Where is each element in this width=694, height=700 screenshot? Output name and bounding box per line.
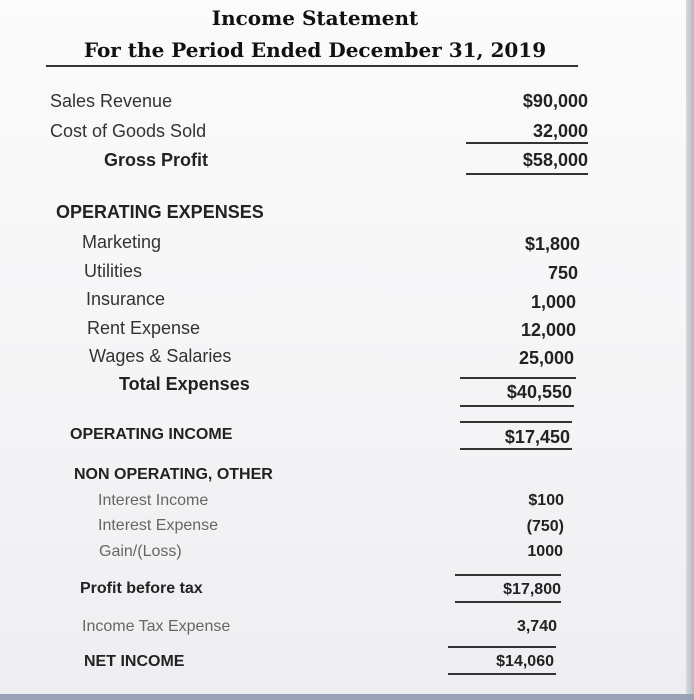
interest-expense-label: Interest Expense (98, 517, 219, 534)
total-expenses-label: Total Expenses (119, 374, 250, 394)
profit-before-tax-value: $17,800 (503, 581, 561, 598)
operating-income-overline (460, 421, 572, 423)
net-income-value: $14,060 (496, 653, 554, 670)
expense-rent-value: 12,000 (520, 320, 576, 340)
statement-subtitle: For the Period Ended December 31, 2019 (83, 38, 547, 62)
interest-income-value: $100 (528, 492, 564, 509)
expenses-underline (460, 377, 576, 379)
gross-profit-underline (466, 173, 588, 175)
operating-income-label: OPERATING INCOME (70, 426, 233, 443)
net-income-label: NET INCOME (84, 653, 185, 670)
cogs-underline (466, 142, 588, 144)
profit-before-tax-overline (455, 574, 561, 576)
expense-marketing-label: Marketing (82, 232, 162, 252)
cogs-value: 32,000 (532, 121, 588, 141)
title-underline (46, 65, 578, 67)
total-expenses-value: $40,550 (506, 382, 572, 402)
operating-income-underline (460, 448, 572, 450)
gross-profit-label: Gross Profit (104, 150, 209, 170)
expense-insurance-label: Insurance (86, 289, 166, 309)
gain-loss-value: 1000 (527, 543, 563, 560)
expense-utilities-value: 750 (547, 263, 578, 283)
expense-marketing-value: $1,800 (524, 234, 580, 254)
expense-wages-label: Wages & Salaries (89, 346, 232, 366)
page-edge-bottom (0, 694, 694, 700)
expense-wages-value: 25,000 (518, 348, 574, 368)
sales-revenue-label: Sales Revenue (50, 91, 173, 111)
profit-before-tax-label: Profit before tax (80, 580, 203, 597)
operating-expenses-heading: OPERATING EXPENSES (56, 202, 264, 222)
cogs-label: Cost of Goods Sold (50, 121, 207, 141)
gain-loss-label: Gain/(Loss) (99, 543, 182, 560)
expense-utilities-label: Utilities (84, 261, 143, 281)
profit-before-tax-underline (455, 601, 561, 603)
operating-income-value: $17,450 (504, 427, 570, 447)
income-tax-label: Income Tax Expense (82, 618, 231, 635)
non-operating-heading: NON OPERATING, OTHER (74, 466, 273, 483)
sales-revenue-value: $90,000 (522, 91, 588, 111)
expense-insurance-value: 1,000 (530, 292, 576, 312)
interest-income-label: Interest Income (98, 492, 209, 509)
interest-expense-value: (750) (526, 518, 564, 535)
income-tax-value: 3,740 (516, 618, 557, 635)
page-edge-right (686, 0, 694, 700)
gross-profit-value: $58,000 (522, 150, 588, 170)
net-income-overline (448, 646, 556, 648)
net-income-underline (448, 673, 556, 675)
expense-rent-label: Rent Expense (87, 318, 201, 338)
statement-title: Income Statement (211, 6, 419, 30)
total-expenses-underline (460, 405, 574, 407)
